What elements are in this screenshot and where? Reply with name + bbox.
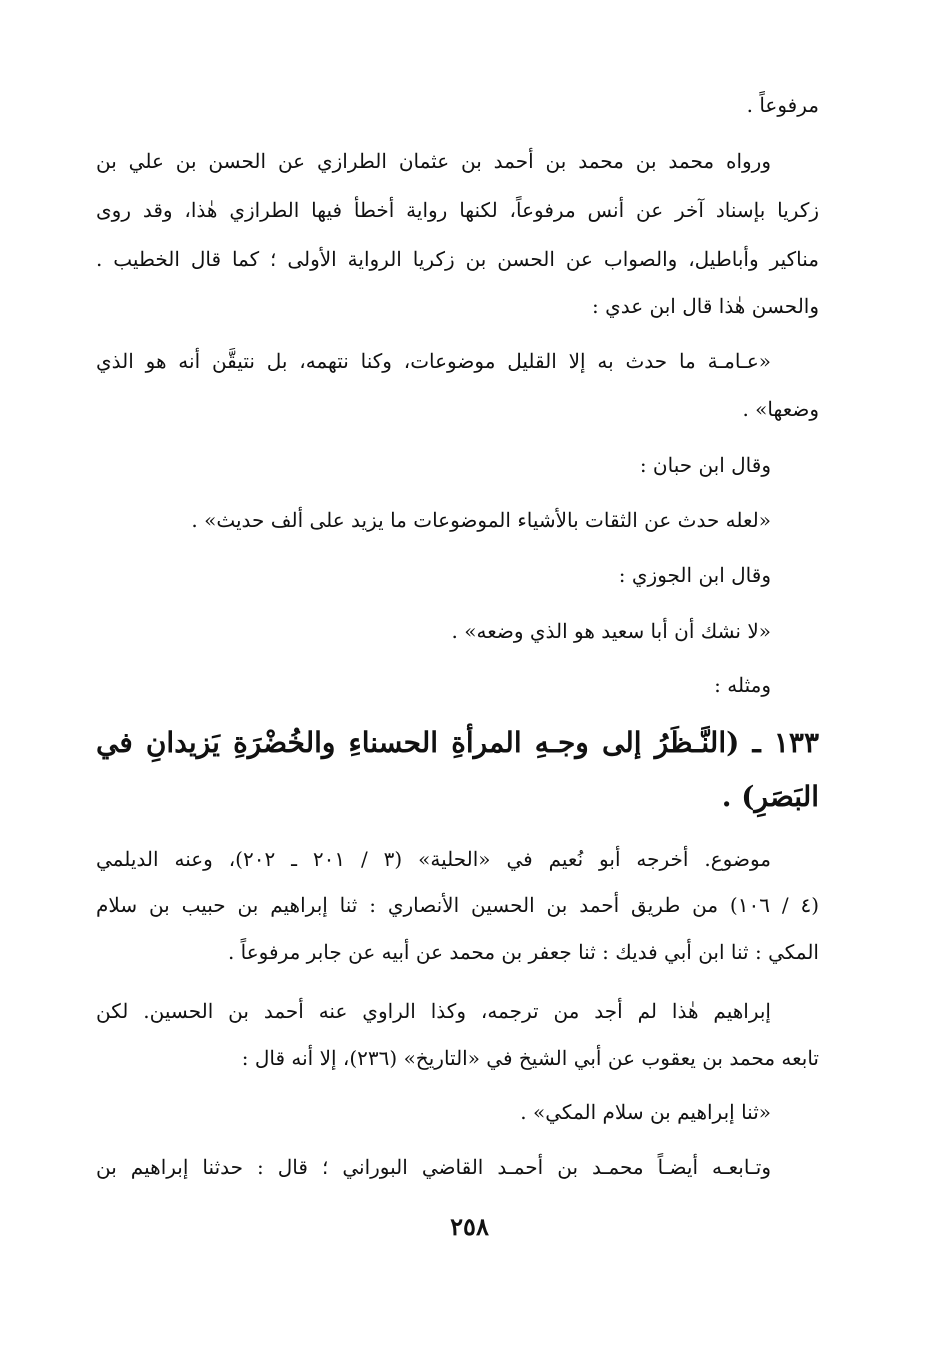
hadith-heading: البَصَرِ) . bbox=[721, 780, 819, 813]
text-line: ورواه محمد بن محمد بن أحمد بن عثمان الطرازي عن الحسن بن علي بن bbox=[96, 149, 771, 173]
text-line: والحسن هٰذا قال ابن عدي : bbox=[591, 294, 819, 318]
text-line: وقال ابن حبان : bbox=[639, 453, 771, 477]
quote-line: «لا نشك أن أبا سعيد هو الذي وضعه» . bbox=[451, 619, 771, 643]
quote-line: وضعها» . bbox=[742, 397, 819, 421]
text-line: وقال ابن الجوزي : bbox=[618, 563, 771, 587]
text-line: إبراهيم هٰذا لم أجد من ترجمه، وكذا الراوي عنه أحمد بن الحسين. لكن bbox=[96, 999, 771, 1023]
text-line: مرفوعاً . bbox=[746, 93, 819, 117]
quote-line: «لعله حدث عن الثقات بالأشياء الموضوعات ما يزيد على ألف حديث» . bbox=[191, 508, 771, 532]
text-line: المكي : ثنا ابن أبي فديك : ثنا جعفر بن محمد عن أبيه عن جابر مرفوعاً . bbox=[227, 940, 819, 964]
text-line: (٤ / ١٠٦) من طريق أحمد بن الحسين الأنصاري : ثنا إبراهيم بن حبيب بن سلام bbox=[96, 893, 819, 917]
text-line: موضوع. أخرجه أبو نُعيم في «الحلية» (٣ / ٢٠١ ـ ٢٠٢)، وعنه الديلمي bbox=[96, 847, 771, 871]
quote-line: «عـامـة ما حدث به إلا القليل موضوعات، وكنا نتهمه، بل نتيقَّن أنه هو الذي bbox=[96, 349, 771, 373]
text-line: وتـابعـه أيضـاً محمـد بن أحمـد القاضي البوراني ؛ قال : حدثنا إبراهيم بن bbox=[96, 1155, 771, 1179]
page-number: ٢٥٨ bbox=[450, 1212, 489, 1241]
text-line: ومثله : bbox=[714, 673, 771, 697]
text-line: مناكير وأباطيل، والصواب عن الحسن بن زكريا الرواية الأولى ؛ كما قال الخطيب . bbox=[96, 247, 819, 271]
text-line: زكريا بإسناد آخر عن أنس مرفوعاً، لكنها رواية أخطأ فيها الطرازي هٰذا، وقد روى bbox=[96, 198, 819, 222]
text-line: تابعه محمد بن يعقوب عن أبي الشيخ في «التاريخ» (٢٣٦)، إلا أنه قال : bbox=[241, 1046, 819, 1070]
quote-line: «ثنا إبراهيم بن سلام المكي» . bbox=[520, 1100, 771, 1124]
hadith-heading: ١٣٣ ـ (النَّـظَرُ إلى وجـهِ المرأةِ الحسناءِ والخُضْرَةِ يَزيدانِ في bbox=[96, 726, 819, 759]
